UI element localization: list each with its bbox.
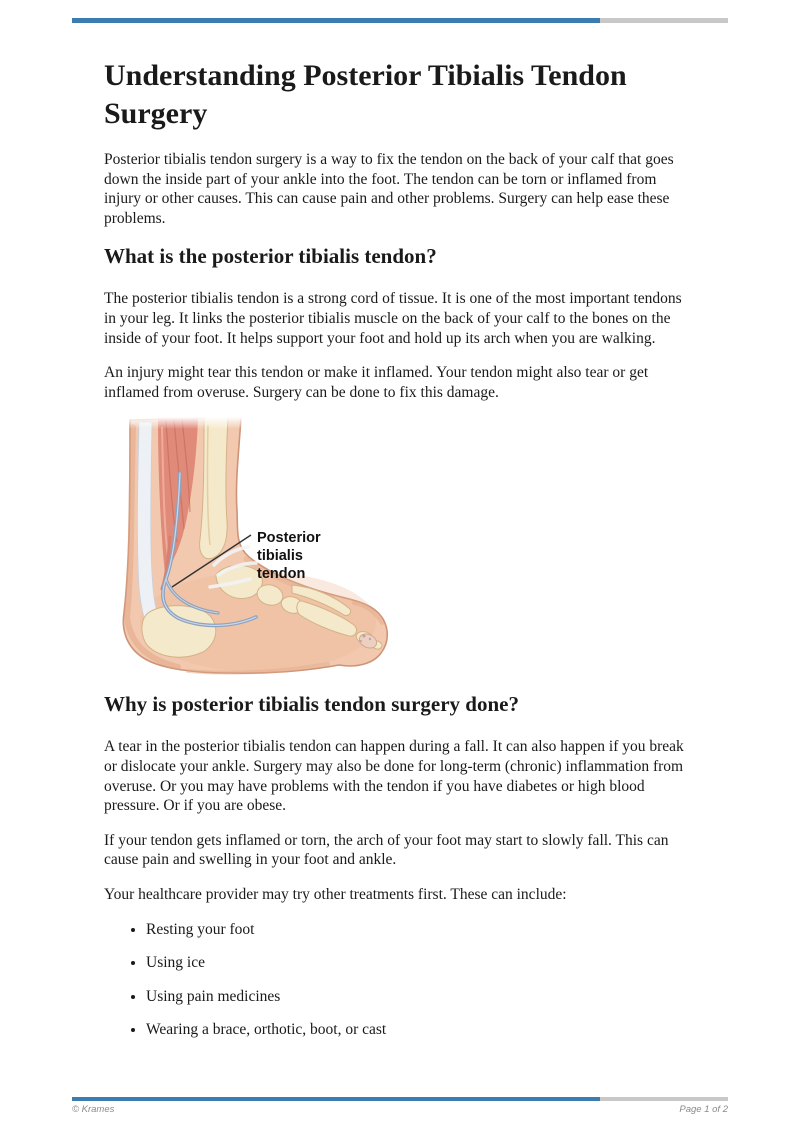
paragraph: An injury might tear this tendon or make it inflamed. Your tendon might also tear or get inflamed from overuse. Surgery can be done to fix this damage. [104, 364, 649, 401]
page-number: Page 1 of 2 [679, 1104, 728, 1115]
page-title: Understanding Posterior Tibialis Tendon Surgery [104, 59, 627, 130]
footer-rule-blue-segment [72, 1097, 600, 1101]
figure-label-line2: tibialis [257, 548, 303, 565]
paragraph: A tear in the posterior tibialis tendon can happen during a fall. It can also happen if you break or dislocate your ankle. Surgery may also be done for long-term (chronic) inflammation from overuse. Or you may have problems with the tendon if you have diabetes or high blood pressure. Or if you are obese. [104, 738, 684, 815]
header-rule [72, 18, 728, 23]
paragraph: If your tendon gets inflamed or torn, the arch of your foot may start to slowly fall. This can cause pain and swelling in your foot and ankle. [104, 831, 669, 869]
list-item: • Wearing a brace, orthotic, boot, or cast [146, 1020, 694, 1040]
list-item: • Resting your foot [146, 920, 694, 940]
paragraph: Your healthcare provider may try other treatments first. These can include: [104, 885, 567, 903]
document-body [104, 57, 694, 1054]
page-footer [72, 1097, 728, 1115]
ankle-anatomy-illustration [118, 417, 400, 685]
header-rule-gray-segment [600, 18, 728, 23]
list-item: • Using pain medicines [146, 987, 694, 1007]
footer-rule-gray-segment [600, 1097, 728, 1101]
footer-rule [72, 1097, 728, 1101]
intro-paragraph: Posterior tibialis tendon surgery is a way to fix the tendon on the back of your calf that goes down the inside part of your ankle into the foot. The tendon can be torn or inflamed from injury or other causes. This can cause pain and other problems. Surgery can help ease these problems. [104, 151, 674, 227]
treatments-list [104, 920, 694, 1040]
paragraph: The posterior tibialis tendon is a strong cord of tissue. It is one of the most important tendons in your leg. It links the posterior tibialis muscle on the back of your calf to the bones on the inside of your foot. It helps support your foot and hold up its arch when you are walking. [104, 290, 682, 347]
section-heading-what-is: What is the posterior tibialis tendon? [104, 244, 437, 269]
figure-label-line3: tendon [257, 566, 306, 583]
header-rule-blue-segment [72, 18, 600, 23]
top-fade [118, 417, 253, 429]
list-item: • Using ice [146, 953, 694, 973]
tibia-bone [200, 417, 228, 559]
figure-label-line1: Posterior [257, 530, 321, 547]
copyright-text: © Krames [72, 1104, 115, 1115]
section-heading-why-done: Why is posterior tibialis tendon surgery done? [104, 692, 519, 717]
